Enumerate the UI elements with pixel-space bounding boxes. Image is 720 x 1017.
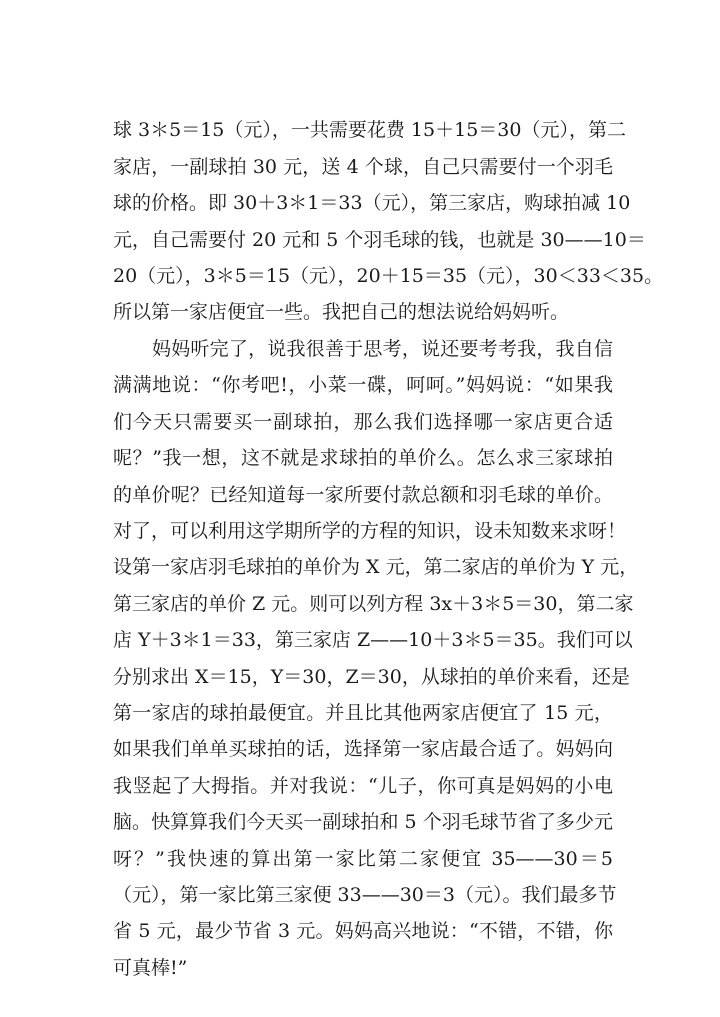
text-line: 妈妈听完了，说我很善于思考，说还要考考我，我自信 [152, 338, 613, 360]
text-line: 店 Y＋3＊1＝33，第三家店 Z——10＋3＊5＝35。我们可以 [113, 629, 633, 651]
text-line: 球 3＊5＝15（元），一共需要花费 15＋15＝30（元），第二 [113, 119, 626, 141]
text-line: 呢？”我一想，这不就是求球拍的单价么。怎么求三家球拍 [113, 447, 613, 469]
text-line: 们今天只需要买一副球拍，那么我们选择哪一家店更合适 [113, 411, 613, 433]
text-line: 分别求出 X＝15，Y＝30，Z＝30，从球拍的单价来看，还是 [113, 666, 630, 688]
text-line: （元），第一家比第三家便 33——30＝3（元）。我们最多节 [113, 884, 617, 906]
text-line: 我竖起了大拇指。并对我说：“儿子，你可真是妈妈的小电 [113, 775, 613, 797]
text-line: 设第一家店羽毛球拍的单价为 X 元，第二家店的单价为 Y 元， [113, 556, 639, 578]
text-line: 的单价呢？已经知道每一家所要付款总额和羽毛球的单价。 [113, 484, 613, 506]
text-line: 家店，一副球拍 30 元，送 4 个球，自己只需要付一个羽毛 [113, 156, 613, 178]
text-line: 第三家店的单价 Z 元。则可以列方程 3x＋3＊5＝30，第二家 [113, 593, 634, 615]
text-line: 对了，可以利用这学期所学的方程的知识，设未知数来求呀！ [113, 520, 627, 542]
text-line: 球的价格。即 30＋3＊1＝33（元），第三家店，购球拍减 10 [113, 192, 631, 214]
text-line: 满满地说：“你考吧!，小菜一碟，呵呵。”妈妈说：“如果我 [113, 374, 613, 396]
text-line: 可真棒!” [113, 957, 188, 979]
text-line: 20（元），3＊5＝15（元），20＋15＝35（元），30＜33＜35。 [113, 265, 664, 287]
text-line: 如果我们单单买球拍的话，选择第一家店最合适了。妈妈向 [113, 738, 613, 760]
text-line: 元，自己需要付 20 元和 5 个羽毛球的钱，也就是 30——10＝ [113, 229, 646, 251]
text-line: 脑。快算算我们今天买一副球拍和 5 个羽毛球节省了多少元 [113, 811, 613, 833]
text-line: 省 5 元，最少节省 3 元。妈妈高兴地说：“不错，不错，你 [113, 920, 613, 942]
text-line: 所以第一家店便宜一些。我把自己的想法说给妈妈听。 [113, 301, 570, 323]
text-line: 呀？”我快速的算出第一家比第二家便宜 35——30＝5 [113, 848, 613, 870]
text-line: 第一家店的球拍最便宜。并且比其他两家店便宜了 15 元， [113, 702, 613, 724]
